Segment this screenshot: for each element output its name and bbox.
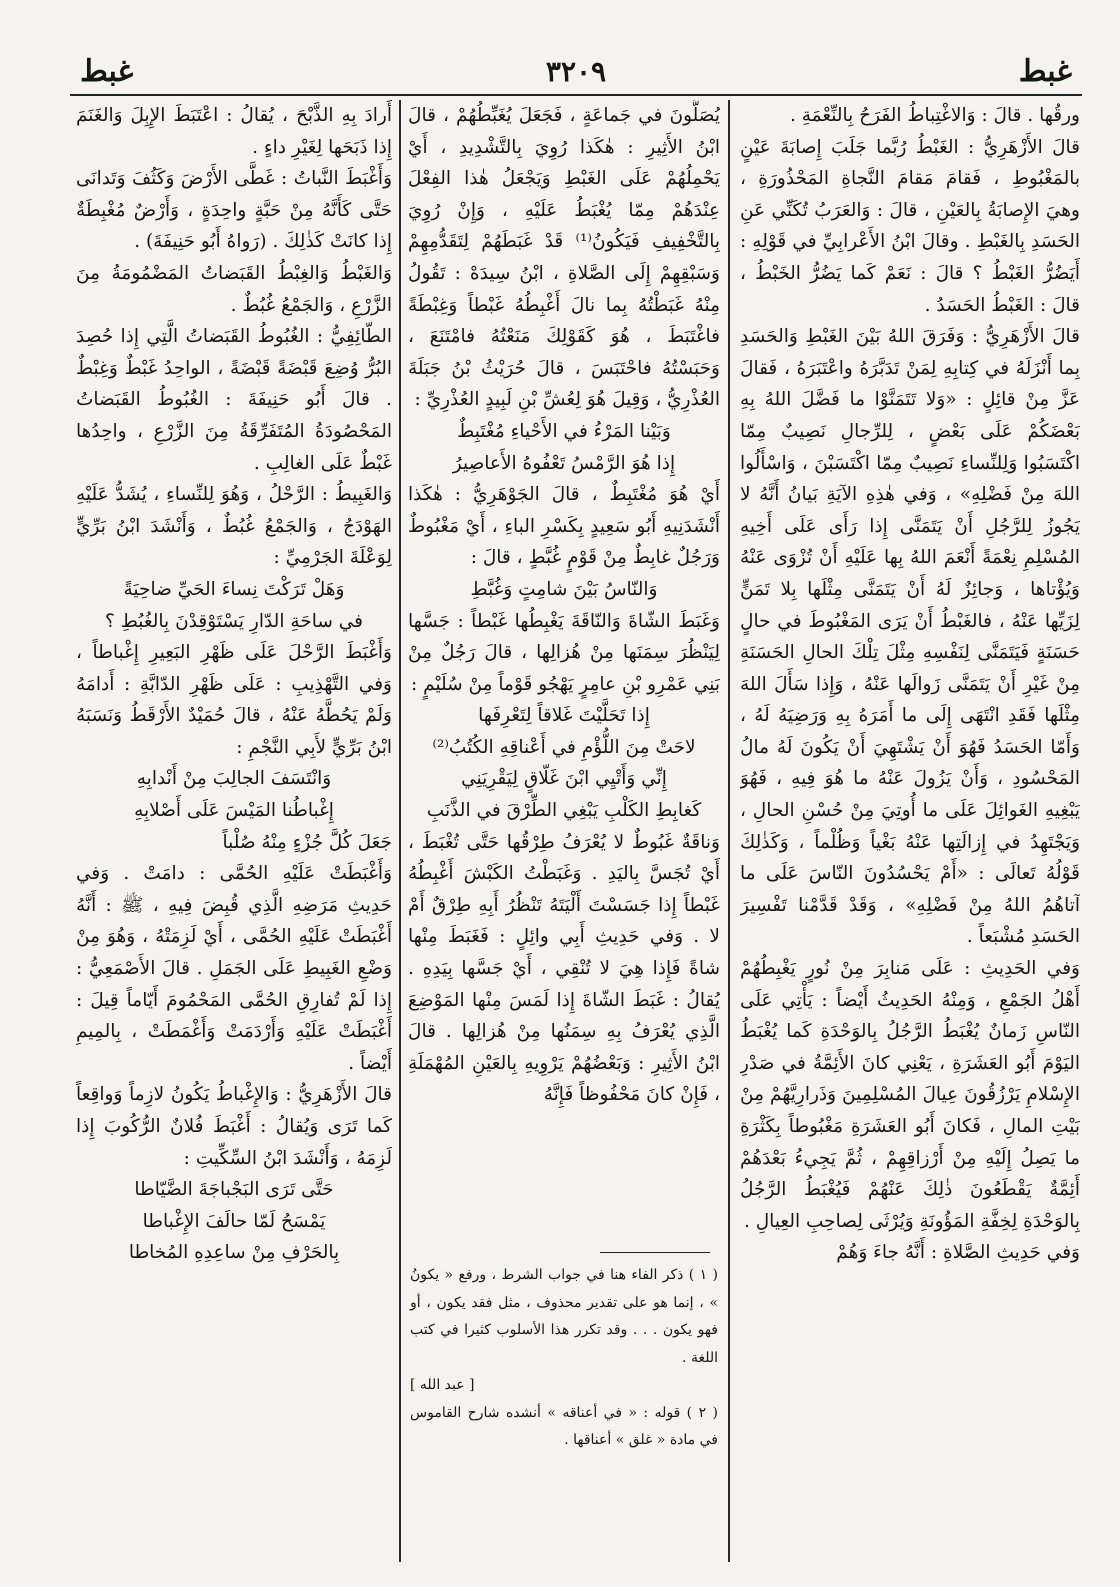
footnote: ( ١ ) ذكر الفاء هنا في جواب الشرط ، ورفع « يكونُ » ، إنما هو على تقدير محذوف ، مثل فقد يكون ، أو فهو يكون . . . وقد تكرر هذا الأسلوب كثيرا في كتب اللغة . <box>410 1267 718 1366</box>
footnotes <box>410 1262 718 1455</box>
paragraph: وَفي الحَدِيثِ : عَلَى مَنابِرَ مِنْ نُورٍ يَغْبِطُهُمْ أَهْلُ الجَمْعِ ، وَمِنْهُ الحَدِيثُ أَيْضاً : يَأْتِي عَلَى النّاسِ زَمانٌ يُغْبَطُ الرَّجُلُ بِالوَحْدَةِ كَما يُغْبَطُ اليَوْمَ أَبُو العَشَرَةِ ، يَعْنِي كانَ الأَئِمَّةُ في صَدْرِ الإِسْلامِ يَرْزُقُونَ عِيالَ المُسْلِمِينَ وَذَرارِيَّهُمْ مِنْ بَيْتِ المالِ ، فَكانَ أَبُو العَشَرَةِ مَغْبُوطاً بِكَثْرَةِ ما يَصِلُ إِلَيْهِ مِنْ أَرْزاقِهِمْ ، ثُمَّ يَجِيءُ بَعْدَهُمْ أَئِمَّةٌ يَقْطَعُونَ ذٰلِكَ عَنْهُمْ فَيُغْبَطُ الرَّجُلُ بِالوَحْدَةِ لِخِفَّةِ المَؤُونَةِ وَيُرْثَى لِصاحِبِ العِيالِ . <box>740 958 1080 1232</box>
paragraph: يُصَلُّونَ في جَماعَةٍ ، فَجَعَلَ يُغَبِّطُهُمْ ، قالَ ابْنُ الأَثِيرِ : هٰكَذا رُوِيَ بِالتَّشْدِيدِ ، أَيْ يَحْمِلُهُمْ عَلَى الغَبْطِ وَيَجْعَلُ هٰذا الفِعْلَ عِنْدَهُمْ مِمّا يُغْبَطُ عَلَيْهِ ، وَإِنْ رُوِيَ بِالتَّخْفِيفِ فَيَكُونُ⁽¹⁾ قَدْ غَبَطَهُمْ لِتَقَدُّمِهِمْ وَسَبْقِهِمْ إِلَى الصَّلاةِ ، ابْنُ سِيدَهْ : تَقُولُ مِنْهُ غَبَطْتُهُ بِما نالَ أَغْبِطُهُ غَبْطاً وَغِبْطَةً فاغْتَبَطَ ، هُوَ كَقَوْلِكَ مَنَعْتُهُ فامْتَنَعَ ، وَحَبَسْتُهُ فاحْتَبَسَ ، قالَ حُرَيْثُ بْنُ جَبَلَةَ العُذْرِيُّ ، وَقِيلَ هُوَ لِعُشِّ بْنِ لَبِيدٍ العُذْرِيِّ : <box>408 105 720 411</box>
header-rule <box>70 94 1082 96</box>
verse-line: إِغْباطُنا المَيْسَ عَلَى أَصْلابِهِ <box>134 800 334 822</box>
page-header <box>70 52 1082 96</box>
paragraph: وَأَغْبَطَ الرَّحْلَ عَلَى ظَهْرِ البَعِيرِ إِغْباطاً ، وَفي التَّهْذِيبِ : عَلَى ظَهْرِ الدّابَّةِ : أَدامَهُ وَلَمْ يَحُطَّهُ عَنْهُ ، قالَ حُمَيْدٌ الأَرْقَطُ وَنَسَبَهُ ابْنُ بَرِّيٍّ لأَبِي النَّجْمِ : <box>76 642 392 758</box>
verse-line: في ساحَةِ الدّارِ يَسْتَوْقِدْنَ بِالغُبُطِ ؟ <box>105 610 363 632</box>
paragraph: وَفي حَدِيثِ الصَّلاةِ : أَنَّهُ جاءَ وَهُمْ <box>836 1242 1080 1264</box>
text-column-right <box>740 100 1080 1570</box>
text-column-middle <box>408 100 720 1250</box>
footnote-rule <box>600 1252 710 1253</box>
paragraph: وَناقَةٌ غَبُوطٌ لا يُعْرَفُ طِرْقُها حَتَّى تُغْبَطَ ، أَيْ تُجَسَّ بِاليَدِ . وَغَبَطْتُ الكَبْشَ أَغْبِطُهُ غَبْطاً إِذا جَسَسْتَ أَلْيَتَهُ تَنْظُرُ أَبِهِ طِرْقٌ أَمْ لا . وَفي حَدِيثِ أَبِي وائِلٍ : فَغَبَطَ مِنْها شاةً فَإِذا هِيَ لا تُنْقِي ، أَيْ جَسَّها بِيَدِهِ . يُقالُ : غَبَطَ الشّاةَ إِذا لَمَسَ مِنْها المَوْضِعَ الَّذِي يُعْرَفُ بِهِ سِمَنُها مِنْ هُزالِها . قالَ ابْنُ الأَثِيرِ : وَبَعْضُهُمْ يَرْوِيهِ بِالعَيْنِ المُهْمَلَةِ ، فَإِنْ كانَ مَحْفُوظاً فَإِنَّهُ <box>408 831 720 1106</box>
paragraph: وَأَغْبَطَتْ عَلَيْهِ الحُمَّى : دامَتْ . وَفي حَدِيثِ مَرَضِهِ الَّذِي قُبِضَ فِيهِ ، ﷺ : أَنَّهُ أَغْبَطَتْ عَلَيْهِ الحُمَّى ، أَيْ لَزِمَتْهُ ، وَهُوَ مِنْ وَضْعِ الغَبِيطِ عَلَى الجَمَلِ . قالَ الأَصْمَعِيُّ : إِذا لَمْ تُفارِقِ الحُمَّى المَحْمُومَ أَيّاماً قِيلَ : أَغْبَطَتْ عَلَيْهِ وَأَرْدَمَتْ وَأَغْمَطَتْ ، بِالمِيمِ أَيْضاً . <box>76 863 392 1074</box>
verse-line: حَتَّى تَرَى البَجْباجَةَ الضَّيّاطا <box>134 1179 334 1201</box>
verse-line: يَمْسَحُ لَمّا حالَفَ الإِغْباطا <box>142 1210 326 1232</box>
paragraph: جَعَلَ كُلَّ جُزْءٍ مِنْهُ صُلْباً <box>222 831 392 853</box>
text-column-left <box>76 100 392 1570</box>
paragraph: وَغَبَطَ الشّاةَ وَالنّاقَةَ يَغْبِطُها غَبْطاً : جَسَّها لِيَنْظُرَ سِمَنَها مِنْ هُزالِها ، قالَ رَجُلٌ مِنْ بَنِي عَمْرِو بْنِ عامِرٍ يَهْجُو قَوْماً مِنْ سُلَيْمٍ : <box>408 610 720 695</box>
verse-line: إِذا هُوَ الرَّمْسُ تَعْفُوهُ الأَعاصِيرُ <box>452 452 676 474</box>
paragraph: وَالغَبِيطُ : الرَّحْلُ ، وَهُوَ لِلنِّساءِ ، يُشَدُّ عَلَيْهِ الهَوْدَجُ ، وَالجَمْعُ غُبُطٌ ، وَأَنْشَدَ ابْنُ بَرِّيٍّ لِوَعْلَةَ الجَرْمِيِّ : <box>76 484 392 569</box>
paragraph: أَيْ هُوَ مُغْتَبِطٌ ، قالَ الجَوْهَرِيُّ : هٰكَذا أَنْشَدَنِيهِ أَبُو سَعِيدٍ بِكَسْرِ الباءِ ، أَيْ مَغْبُوطٌ وَرَجُلٌ غابِطٌ مِنْ قَوْمٍ غُبَّطٍ ، قالَ : <box>408 484 720 569</box>
paragraph: ورقُها . قالَ : وَالاغْتِباطُ الفَرَحُ بِالنِّعْمَةِ . <box>790 105 1080 126</box>
header-right-word: غبط <box>1018 54 1072 89</box>
verse-line: بِالحَرْفِ مِنْ ساعِدِهِ المُخاطا <box>128 1242 340 1264</box>
verse-line: وَانْتَسَفَ الجالِبَ مِنْ أَنْدابِهِ <box>136 768 332 790</box>
column-divider <box>399 100 401 1562</box>
page-number: ٣٢٠٩ <box>545 55 607 88</box>
paragraph: أَرادَ بِهِ الذَّبْحَ ، يُقالُ : اعْتَبَطَ الإِبِلَ وَالغَنَمَ إِذا ذَبَحَها لِغَيْرِ داءٍ . <box>76 105 392 158</box>
verse-line: كَغابِطِ الكَلْبِ يَبْغِي الطِّرْقَ في الذَّنَبِ <box>426 800 702 822</box>
paragraph: قالَ الأَزْهَرِيُّ : وَفَرَقَ اللهُ بَيْنَ الغَبْطِ وَالحَسَدِ بِما أَنْزَلَهُ في كِتابِهِ لِمَنْ تَدَبَّرَهُ واعْتَبَرَهُ ، فَقالَ عَزَّ مِنْ قائِلٍ : «وَلا تَتَمَنَّوْا ما فَضَّلَ اللهُ بِهِ بَعْضَكُمْ عَلَى بَعْضٍ ، لِلرِّجالِ نَصِيبٌ مِمّا اكْتَسَبُوا وَلِلنِّساءِ نَصِيبٌ مِمّا اكْتَسَبْنَ ، وَاسْأَلُوا اللهَ مِنْ فَضْلِهِ» ، وَفي هٰذِهِ الآيَةِ بَيانُ أَنَّهُ لا يَجُوزُ لِلرَّجُلِ أَنْ يَتَمَنَّى إِذا رَأَى عَلَى أَخِيهِ المُسْلِمِ نِعْمَةً أَنْعَمَ اللهُ بِها عَلَيْهِ أَنْ تُزْوَى عَنْهُ وَيُؤْتاها ، وَجائِزٌ لَهُ أَنْ يَتَمَنَّى مِثْلَها بِلا تَمَنٍّ لِزَيِّها عَنْهُ ، فالغَبْطُ أَنْ يَرَى المَغْبُوطَ في حالٍ حَسَنَةٍ فَيَتَمَنَّى لِنَفْسِهِ مِثْلَ تِلْكَ الحالِ الحَسَنَةِ مِنْ غَيْرِ أَنْ يَتَمَنَّى زَوالَها عَنْهُ ، وَإِذا سَأَلَ اللهَ مِثْلَها فَقَدِ انْتَهَى إِلَى ما أَمَرَهُ بِهِ وَرَضِيَهُ لَهُ ، وَأَمّا الحَسَدُ فَهُوَ أَنْ يَشْتَهِيَ أَنْ يَكُونَ لَهُ مالُ المَحْسُودِ ، وَأَنْ يَزُولَ عَنْهُ ما هُوَ فِيهِ ، فَهُوَ يَبْغِيهِ الغَوائِلَ عَلَى ما أُوتِيَ مِنْ حُسْنِ الحالِ ، وَيَجْتَهِدُ في إِزالَتِها عَنْهُ بَغْياً وَظُلْماً ، وَكَذٰلِكَ قَوْلُهُ تَعالَى : «أَمْ يَحْسُدُونَ النّاسَ عَلَى ما آتاهُمُ اللهُ مِنْ فَضْلِهِ» ، وَقَدْ قَدَّمْنا تَفْسِيرَ الحَسَدِ مُشْبَعاً . <box>740 326 1080 948</box>
verse-line: إِذا تَحَلَّيْتَ غَلاقاً لِتَعْرِفَها <box>478 705 650 727</box>
paragraph: قالَ الأَزْهَرِيُّ : الغَبْطُ رُبَّما جَلَبَ إِصابَةَ عَيْنٍ بالمَغْبُوطِ ، فَقامَ مَقامَ النَّجاةِ المَحْذُورَةِ ، وهيَ الإِصابَةُ بِالعَيْنِ ، قالَ : وَالعَرَبُ تُكَنِّي عَنِ الحَسَدِ بِالغَبْطِ . وقالَ ابْنُ الأَعْرابِيِّ في قَوْلِهِ : أَيَضُرُّ الغَبْطُ ؟ قالَ : نَعَمْ كَما يَضُرُّ الخَبْطُ ، قالَ : الغَبْطُ الحَسَدُ . <box>740 136 1080 316</box>
verse-line: وَالنّاسُ بَيْنَ شامِتٍ وَغُبَّطِ <box>470 578 658 600</box>
header-left-word: غبط <box>80 54 134 89</box>
footnote-signature: [ عبد الله ] <box>410 1377 475 1393</box>
verse-line: لاحَتْ مِنَ اللُّؤْمِ في أَعْناقِهِ الكُتُبُ⁽²⁾ <box>432 736 696 758</box>
verse-line: وَبَيْنا المَرْءُ في الأَحْياءِ مُغْتَبِطٌ <box>457 420 671 442</box>
paragraph: وَأَغْبَطَ النَّباتُ : غَطَّى الأَرْضَ وَكَثُفَ وَتَدانَى حَتَّى كَأَنَّهُ مِنْ حَبَّةٍ واحِدَةٍ ، وَأَرْضٌ مُغْبِطَةٌ إِذا كانَتْ كَذٰلِكَ . (رَواهُ أَبُو حَنِيفَةَ) . <box>76 168 392 253</box>
verse-line: إِنِّي وَأَتْيِي ابْنَ غَلّاقٍ لِيَقْرِيَنِي <box>461 768 667 790</box>
paragraph: الطّائِفِيُّ : الغُبُوطُ القَبَضاتُ الَّتِي إِذا حُصِدَ البُرُّ وُضِعَ قَبْضَةً قَبْضَةً ، الواحِدُ غَبْطٌ وَغِبْطٌ . قالَ أَبُو حَنِيفَةَ : الغُبُوطُ القَبَضاتُ المَحْصُودَةُ المُتَفَرِّقَةُ مِنَ الزَّرْعِ ، واحِدُها غَبْطٌ عَلَى الغالِبِ . <box>76 326 392 474</box>
column-divider <box>728 100 730 1562</box>
footnote: ( ٢ ) قوله : « في أعناقه » أنشده شارح القاموس في مادة « غلق » أعناقها . <box>410 1404 718 1448</box>
paragraph: قالَ الأَزْهَرِيُّ : وَالإِغْباطُ يَكُونُ لازِماً وَواقِعاً كَما تَرَى وَيُقالُ : أَغْبَطَ فُلانٌ الرُّكُوبَ إِذا لَزِمَهُ ، وَأَنْشَدَ ابْنُ السِّكِّيتِ : <box>76 1084 392 1169</box>
verse-line: وَهَلْ تَرَكْتَ نِساءَ الحَيِّ ضاحِيَةً <box>123 578 345 600</box>
paragraph: وَالغَبْطُ وَالغِبْطُ القَبَضاتُ المَضْمُومَةُ مِنَ الزَّرْعِ ، وَالجَمْعُ غُبُطٌ . <box>76 262 392 316</box>
